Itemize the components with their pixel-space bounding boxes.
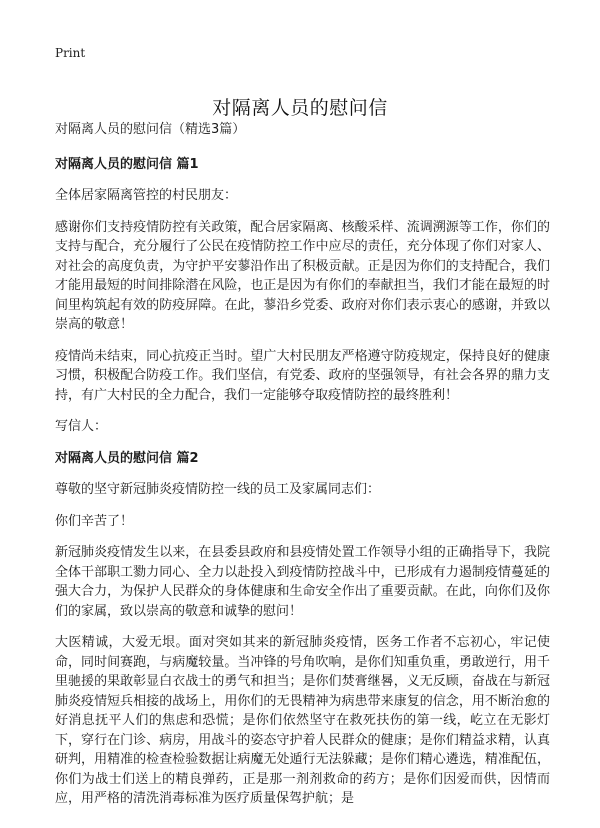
greeting: 你们辛苦了！ (55, 513, 134, 529)
section-heading-2: 对隔离人员的慰问信 篇2 (55, 450, 199, 466)
document-subtitle: 对隔离人员的慰问信（精选3篇） (55, 122, 246, 137)
page-title: 对隔离人员的慰问信 (212, 96, 388, 119)
salutation: 全体居家隔离管控的村民朋友： (55, 188, 238, 203)
section-heading-1: 对隔离人员的慰问信 篇1 (55, 156, 199, 172)
signature-line: 写信人： (55, 419, 108, 434)
document-body (55, 120, 550, 821)
body-paragraph: 大医精诚，大爱无垠。面对突如其来的新冠肺炎疫情，医务工作者不忘初心，牢记使命，同时间赛跑，与病魔较量。当冲锋的号角吹响，是你们知重负重，勇敢逆行，用千里驰援的果敢彰显白衣战士的勇气和担当；是你们焚膏继晷，义无反顾，奋战在与新冠肺炎疫情短兵相接的战场上，用你们的无畏精神为病患带来康复的信念，用不断治愈的好消息抚平人们的焦虑和恐慌；是你们依然坚守在救死扶伤的第一线，屹立在无影灯下，穿行在门诊、病房，用战斗的姿态守护着人民群众的健康；是你们精益求精，认真研判，用精准的检查检验数据让病魔无处遁行无法躲藏；是你们精心遴选，精准配伍，你们为战士们送上的精良弹药，正是那一剂剂救命的药方；是你们因爱而供，因情而应，用严格的清洗消毒标准为医疗质量保驾护航；是 (55, 635, 550, 806)
body-paragraph: 感谢你们支持疫情防控有关政策，配合居家隔离、核酸采样、流调溯源等工作，你们的支持与配合，充分履行了公民在疫情防控工作中应尽的责任，充分体现了你们对家人、对社会的高度负责，为守护平安蓼沿作出了积极贡献。正是因为你们的支持配合，我们才能用最短的时间排除潜在风险，也正是因为有你们的奉献担当，我们才能在最短的时间里构筑起有效的防疫屏障。在此，蓼沿乡党委、政府对你们表示衷心的感谢，并致以崇高的敬意！ (55, 219, 550, 332)
body-paragraph: 新冠肺炎疫情发生以来，在县委县政府和县疫情处置工作领导小组的正确指导下，我院全体干部职工勠力同心、全力以赴投入到疫情防控战斗中，已形成有力遏制疫情蔓延的强大合力，为保护人民群众的身体健康和生命安全作出了重要贡献。在此，向你们及你们的家属，致以崇高的敬意和诚挚的慰问！ (55, 545, 550, 619)
print-link[interactable]: Print (55, 46, 86, 60)
body-paragraph: 疫情尚未结束，同心抗疫正当时。望广大村民朋友严格遵守防疫规定，保持良好的健康习惯，积极配合防疫工作。我们坚信，有党委、政府的坚强领导，有社会各界的鼎力支持，有广大村民的全力配合，我们一定能够夺取疫情防控的最终胜利！ (55, 348, 550, 403)
salutation: 尊敬的坚守新冠肺炎疫情防控一线的员工及家属同志们： (55, 482, 381, 497)
